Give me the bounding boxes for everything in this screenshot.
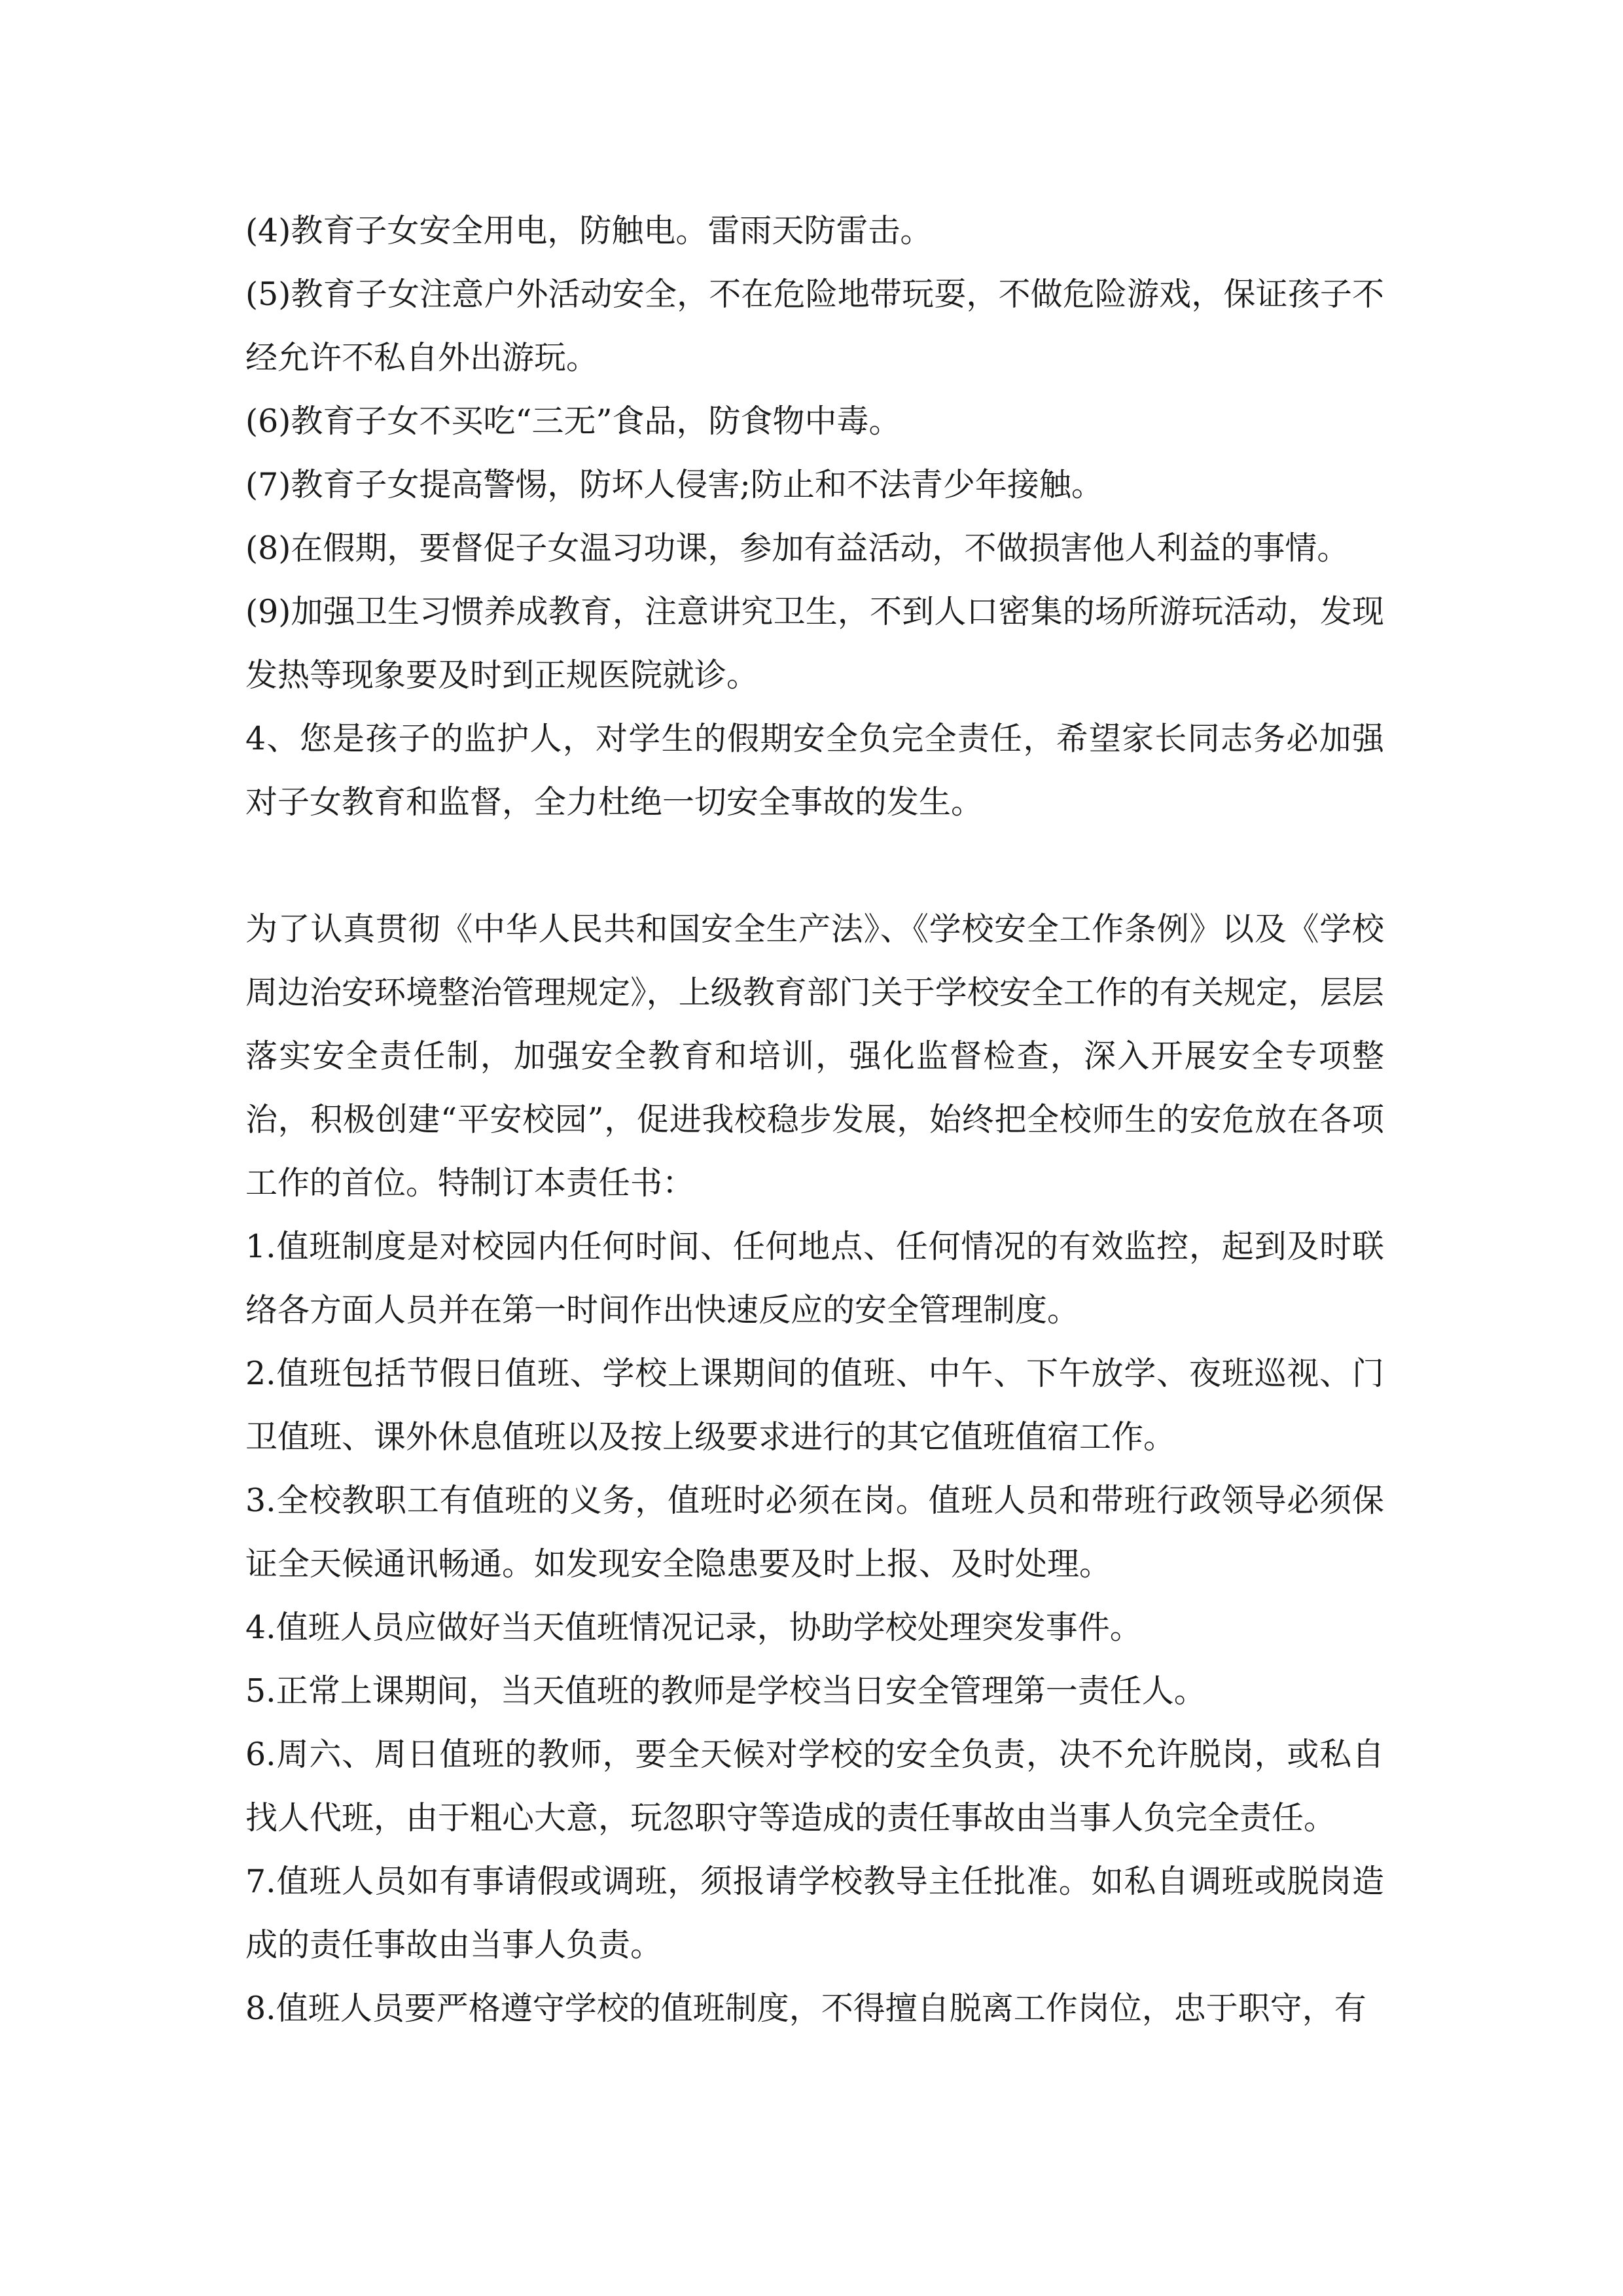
list-item: 5.正常上课期间，当天值班的教师是学校当日安全管理第一责任人。 (245, 1672, 1206, 1710)
list-item: 4、您是孩子的监护人，对学生的假期安全负完全责任，希望家长同志务必加强对子女教育和监督，全力杜绝一切安全事故的发生。 (245, 720, 1384, 821)
intro-paragraph: 为了认真贯彻《中华人民共和国安全生产法》、《学校安全工作条例》以及《学校周边治安环境整治管理规定》，上级教育部门关于学校安全工作的有关规定，层层落实安全责任制，加强安全教育和培训，强化监督检查，深入开展安全专项整治，积极创建“平安校园”，促进我校稳步发展，始终把全校师生的安危放在各项工作的首位。特制订本责任书： (245, 910, 1384, 1202)
list-item: 8.值班人员要严格遵守学校的值班制度，不得擅自脱离工作岗位，忠于职守，有 (245, 1990, 1366, 2027)
list-item: 3.全校教职工有值班的义务，值班时必须在岗。值班人员和带班行政领导必须保证全天候通讯畅通。如发现安全隐患要及时上报、及时处理。 (245, 1482, 1384, 1583)
list-item: 2.值班包括节假日值班、学校上课期间的值班、中午、下午放学、夜班巡视、门卫值班、课外休息值班以及按上级要求进行的其它值班值宿工作。 (245, 1355, 1384, 1456)
document-body (245, 199, 1384, 2040)
list-item: (8)在假期，要督促子女温习功课，参加有益活动，不做损害他人利益的事情。 (245, 529, 1349, 567)
list-item: 7.值班人员如有事请假或调班，须报请学校教导主任批准。如私自调班或脱岗造成的责任事故由当事人负责。 (245, 1863, 1384, 1964)
list-item: (9)加强卫生习惯养成教育，注意讲究卫生，不到人口密集的场所游玩活动，发现发热等现象要及时到正规医院就诊。 (245, 593, 1384, 694)
section-spacer (245, 834, 1384, 897)
list-item: (6)教育子女不买吃“三无”食品，防食物中毒。 (245, 403, 901, 440)
list-item: 6.周六、周日值班的教师，要全天候对学校的安全负责，决不允许脱岗，或私自找人代班，由于粗心大意，玩忽职守等造成的责任事故由当事人负完全责任。 (245, 1736, 1384, 1837)
list-item: 4.值班人员应做好当天值班情况记录，协助学校处理突发事件。 (245, 1609, 1142, 1646)
list-item: 1.值班制度是对校园内任何时间、任何地点、任何情况的有效监控，起到及时联络各方面人员并在第一时间作出快速反应的安全管理制度。 (245, 1228, 1384, 1329)
list-item: (7)教育子女提高警惕，防坏人侵害;防止和不法青少年接触。 (245, 466, 1103, 503)
list-item: (4)教育子女安全用电，防触电。雷雨天防雷击。 (245, 212, 933, 249)
list-item: (5)教育子女注意户外活动安全，不在危险地带玩耍，不做危险游戏，保证孩子不经允许不私自外出游玩。 (245, 276, 1384, 376)
